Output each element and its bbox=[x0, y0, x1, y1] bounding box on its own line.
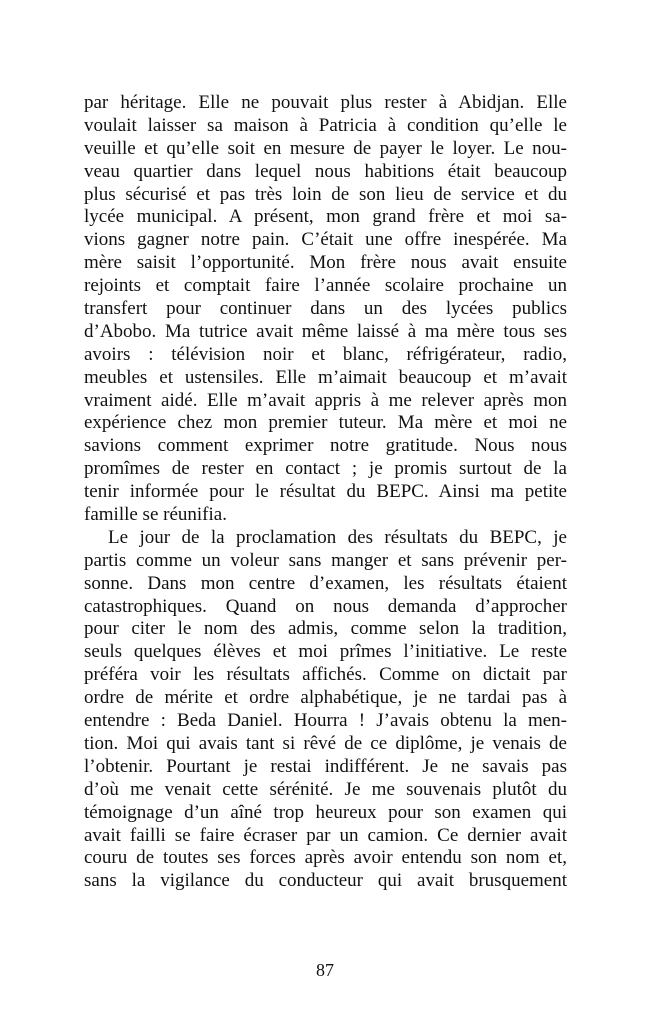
text-line: meubles et ustensiles. Elle m’aimait beaucoup et m’avait bbox=[84, 366, 567, 388]
text-line: d’Abobo. Ma tutrice avait même laissé à ma mère tous ses bbox=[84, 320, 567, 342]
text-line: vraiment aidé. Elle m’avait appris à me relever après mon bbox=[84, 389, 567, 411]
text-line: partis comme un voleur sans manger et sans prévenir per- bbox=[84, 549, 567, 571]
text-line: savions comment exprimer notre gratitude. Nous nous bbox=[84, 435, 567, 457]
text-line: tenir informée pour le résultat du BEPC. Ainsi ma petite bbox=[84, 481, 567, 503]
text-line: transfert pour continuer dans un des lycées publics bbox=[84, 298, 567, 320]
text-line: veuille et qu’elle soit en mesure de payer le loyer. Le nou- bbox=[84, 137, 567, 159]
text-line: avoirs : télévision noir et blanc, réfrigérateur, radio, bbox=[84, 343, 567, 365]
text-line: veau quartier dans lequel nous habitions était beaucoup bbox=[84, 160, 567, 182]
text-line: mère saisit l’opportunité. Mon frère nous avait ensuite bbox=[84, 252, 567, 274]
text-line: entendre : Beda Daniel. Hourra ! J’avais obtenu la men- bbox=[84, 710, 567, 732]
text-line: préféra voir les résultats affichés. Comme on dictait par bbox=[84, 664, 567, 686]
text-line: plus sécurisé et pas très loin de son lieu de service et du bbox=[84, 183, 567, 205]
text-line: ordre de mérite et ordre alphabétique, je ne tardai pas à bbox=[84, 687, 567, 709]
text-line: témoignage d’un aîné trop heureux pour son examen qui bbox=[84, 801, 567, 823]
text-line: expérience chez mon premier tuteur. Ma mère et moi ne bbox=[84, 412, 567, 434]
text-line: seuls quelques élèves et moi prîmes l’initiative. Le reste bbox=[84, 641, 567, 663]
text-line: avait failli se faire écraser par un camion. Ce dernier avait bbox=[84, 824, 567, 846]
text-line: d’où me venait cette sérénité. Je me souvenais plutôt du bbox=[84, 778, 567, 800]
text-line: rejoints et comptait faire l’année scolaire prochaine un bbox=[84, 275, 567, 297]
text-line: sonne. Dans mon centre d’examen, les résultats étaient bbox=[84, 572, 567, 594]
text-line: tion. Moi qui avais tant si rêvé de ce diplôme, je venais de bbox=[84, 732, 567, 754]
text-line: vions gagner notre pain. C’était une offre inespérée. Ma bbox=[84, 229, 567, 251]
text-line: couru de toutes ses forces après avoir entendu son nom et, bbox=[84, 847, 567, 869]
body-text bbox=[84, 92, 567, 893]
text-line: sans la vigilance du conducteur qui avait brusquement bbox=[84, 870, 567, 892]
text-line: par héritage. Elle ne pouvait plus rester à Abidjan. Elle bbox=[84, 92, 567, 113]
text-line: l’obtenir. Pourtant je restai indifférent. Je ne savais pas bbox=[84, 755, 567, 777]
text-line: voulait laisser sa maison à Patricia à condition qu’elle le bbox=[84, 114, 567, 136]
text-line: lycée municipal. A présent, mon grand frère et moi sa- bbox=[84, 206, 567, 228]
text-line: catastrophiques. Quand on nous demanda d’approcher bbox=[84, 595, 567, 617]
paragraph-start-line: Le jour de la proclamation des résultats du BEPC, je bbox=[108, 526, 567, 548]
text-line: pour citer le nom des admis, comme selon la tradition, bbox=[84, 618, 567, 640]
page-number: 87 bbox=[316, 960, 334, 980]
paragraph-end-line: famille se réunifia. bbox=[84, 504, 227, 526]
text-line: promîmes de rester en contact ; je promis surtout de la bbox=[84, 458, 567, 480]
